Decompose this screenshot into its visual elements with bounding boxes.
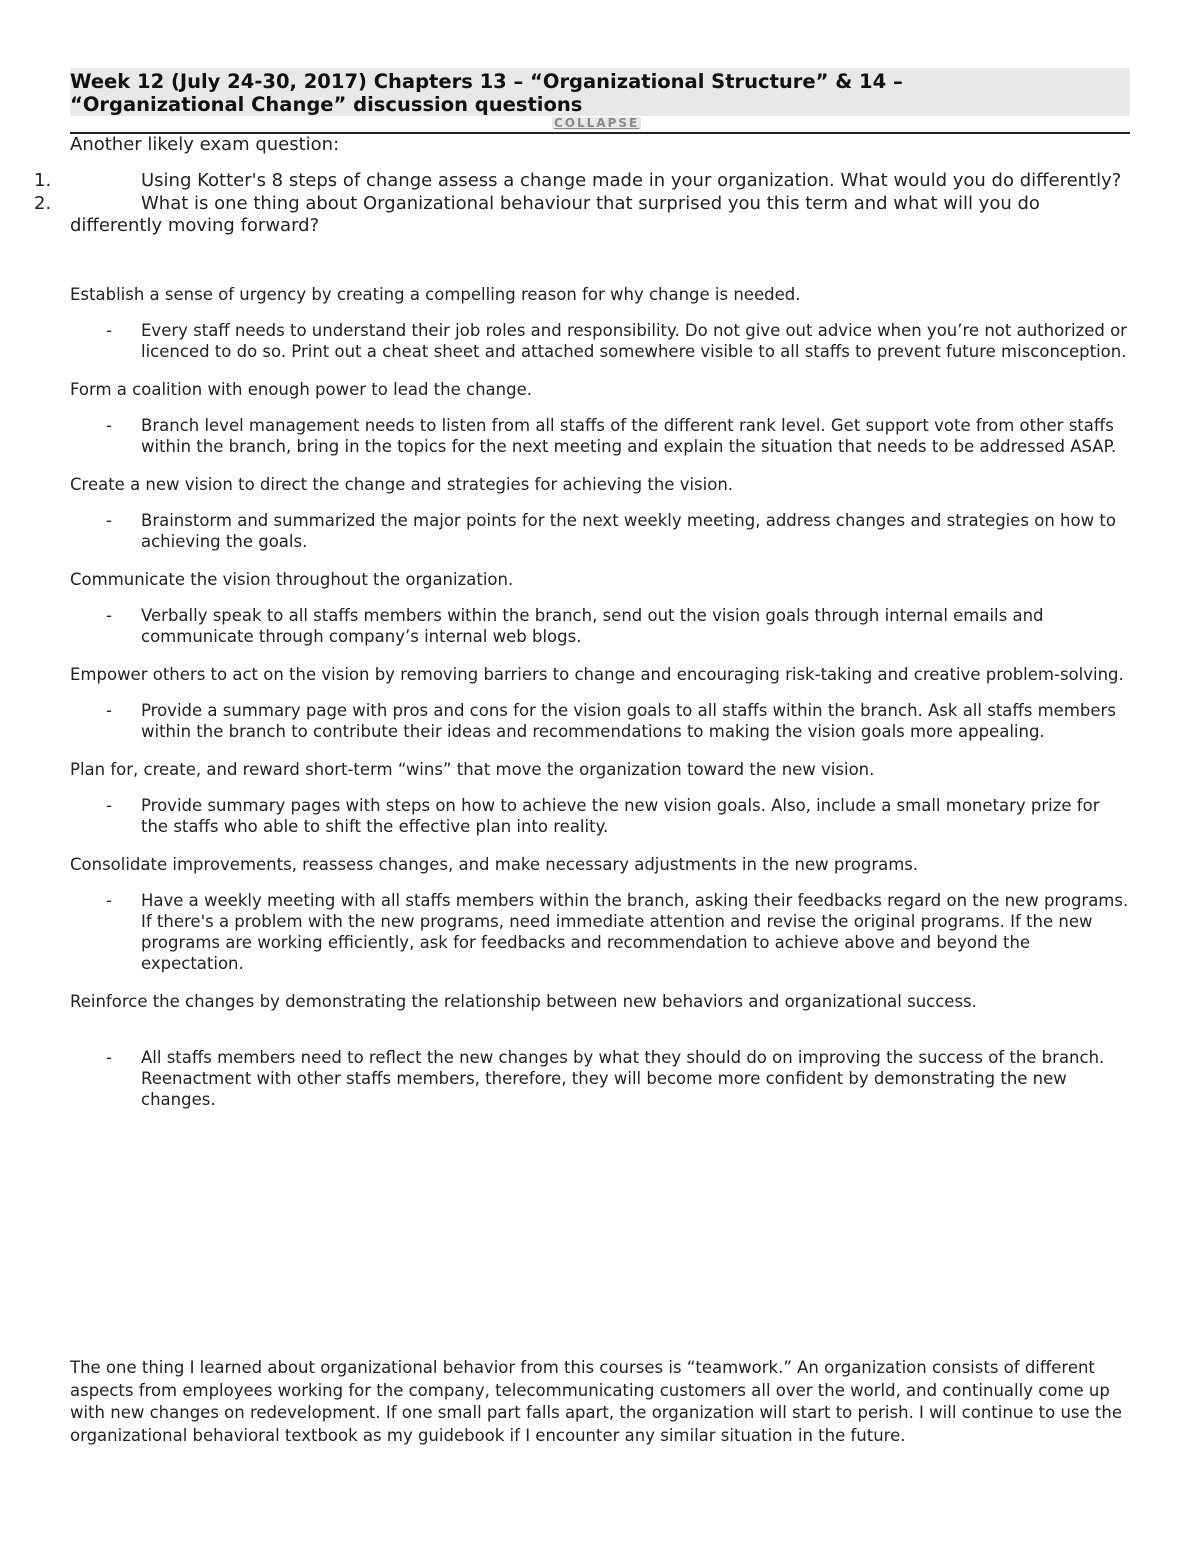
step-heading: Consolidate improvements, reassess changes, and make necessary adjustments in the new programs. [70,854,919,874]
step-detail-text: All staffs members need to reflect the new changes by what they should do on improving the success of the branch. Reenactment with other staffs members, therefore, they will become more confident by demonstrating the new changes. [141,1047,1105,1109]
page-title [70,70,1130,116]
dash-bullet: - [106,415,112,435]
step-detail-text: Every staff needs to understand their job roles and responsibility. Do not give out advice when you’re not authorized or licenced to do so. Print out a cheat sheet and attached somewhere visible to all staffs to prevent future misconception. [141,320,1127,361]
question-number: 1. [34,170,52,191]
title-line-2: “Organizational Change” discussion questions [70,93,583,116]
question-number: 2. [34,192,52,214]
dash-bullet: - [106,890,112,910]
dash-bullet: - [106,510,112,530]
dash-bullet: - [106,700,112,720]
intro-text: Another likely exam question: [70,134,340,155]
step-detail [106,320,1130,362]
step-detail [106,510,1130,552]
step-detail-text: Have a weekly meeting with all staffs members within the branch, asking their feedbacks regard on the new programs. If there's a problem with the new programs, need immediate attention and revise the original programs. If the new programs are working efficiently, ask for feedbacks and recommendation to achieve above and beyond the expectation. [141,890,1129,973]
kotter-steps [70,284,1130,1110]
step-heading: Form a coalition with enough power to lead the change. [70,379,532,399]
step-detail-text: Verbally speak to all staffs members within the branch, send out the vision goals through internal emails and communicate through company’s internal web blogs. [141,605,1044,646]
question-list [34,170,1130,238]
step-detail-text: Branch level management needs to listen from all staffs of the different rank level. Get support vote from other staffs within the branch, bring in the topics for the next meeting and explain the situation that needs to be addressed ASAP. [141,415,1117,456]
title-line-1: Week 12 (July 24-30, 2017) Chapters 13 – “Organizational Structure” & 14 – [70,70,903,93]
step-detail [106,415,1130,457]
step-detail [106,795,1130,837]
document-page [34,68,1130,1127]
dash-bullet: - [106,320,112,340]
question-text: Using Kotter's 8 steps of change assess a change made in your organization. What would you do differently? [141,170,1122,191]
step-detail [106,605,1130,647]
title-block [70,68,1130,116]
step-detail [106,700,1130,742]
step-detail [106,1047,1130,1110]
step-heading: Empower others to act on the vision by removing barriers to change and encouraging risk-taking and creative problem-solving. [70,664,1124,684]
step-heading: Communicate the vision throughout the organization. [70,569,514,589]
collapse-row [70,116,1130,134]
step-heading: Create a new vision to direct the change and strategies for achieving the vision. [70,474,734,494]
step-detail-text: Provide a summary page with pros and cons for the vision goals to all staffs within the branch. Ask all staffs members within the branch to contribute their ideas and recommendations to making the vision goals more appealing. [141,700,1116,741]
question-item [34,170,1130,193]
question-text: What is one thing about Organizational behaviour that surprised you this term and what will you do differently moving forward? [70,192,1040,236]
step-heading: Establish a sense of urgency by creating a compelling reason for why change is needed. [70,284,801,304]
step-detail [106,890,1130,974]
dash-bullet: - [106,605,112,625]
dash-bullet: - [106,795,112,815]
step-detail-text: Brainstorm and summarized the major points for the next weekly meeting, address changes and strategies on how to achieving the goals. [141,510,1116,551]
step-heading: Plan for, create, and reward short-term “wins” that move the organization toward the new vision. [70,759,875,779]
question-item [34,192,1130,238]
step-detail-text: Provide summary pages with steps on how to achieve the new vision goals. Also, include a small monetary prize for the staffs who able to shift the effective plan into reality. [141,795,1100,836]
conclusion-paragraph: The one thing I learned about organizational behavior from this courses is “teamwork.” An organization consists of different aspects from employees working for the company, telecommunicating customers all over the world, and continually come up with new changes on redevelopment. If one small part falls apart, the organization will start to perish. I will continue to use the organizational behavioral textbook as my guidebook if I encounter any similar situation in the future. [70,1358,1122,1445]
collapse-link[interactable]: COLLAPSE [554,116,640,130]
dash-bullet: - [106,1047,112,1067]
step-heading: Reinforce the changes by demonstrating the relationship between new behaviors and organizational success. [70,991,977,1011]
